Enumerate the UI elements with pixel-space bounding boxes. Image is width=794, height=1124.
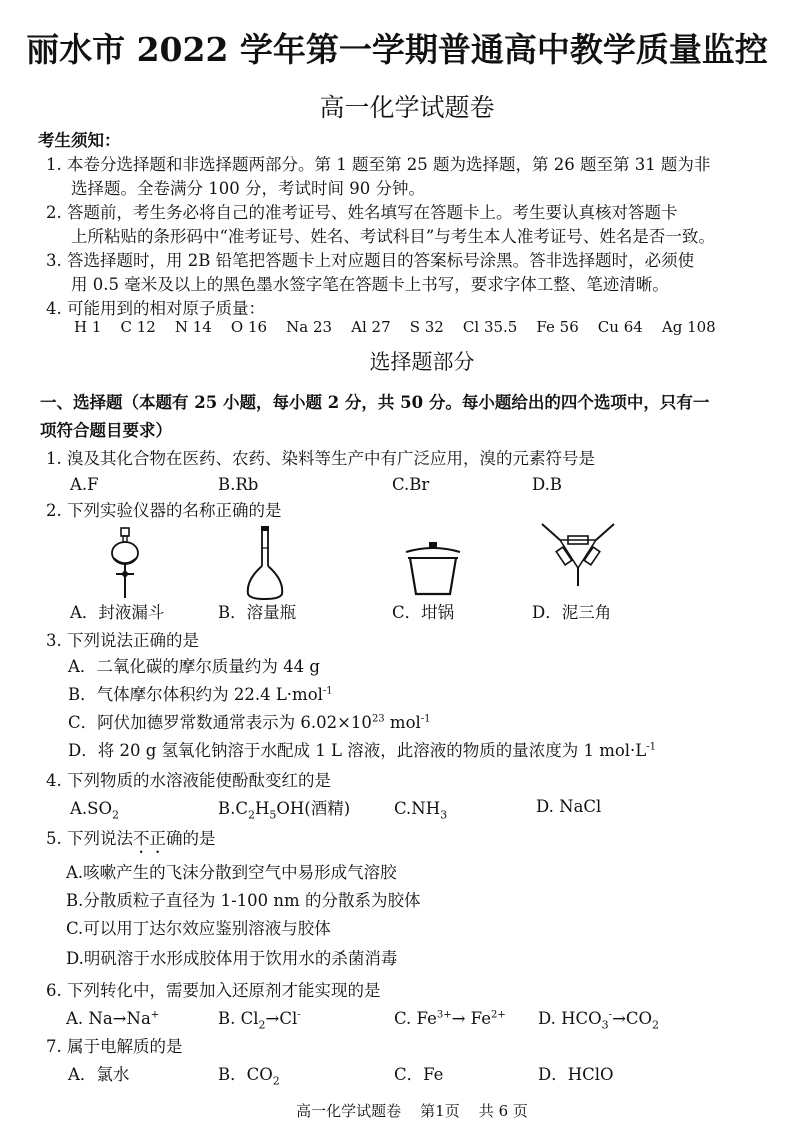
section-intro-cont: 项符合题目要求） (40, 421, 172, 440)
section-title: 选择题部分 (369, 350, 475, 374)
exam-title: 丽水市 2022 学年第一学期普通高中教学质量监控 (26, 30, 768, 69)
q3-option-a: A．二氧化碳的摩尔质量约为 44 g (68, 657, 320, 676)
q7-option-d: D．HClO (538, 1065, 614, 1084)
q6-option-b: B. $Cl_2\to Cl^-$ (218, 1009, 301, 1032)
q5-option-a: A.咳嗽产生的飞沫分散到空气中易形成气溶胶 (66, 863, 397, 882)
clay-triangle-image (538, 520, 618, 590)
notice-item-3: 3. 答选择题时，用 2B 铅笔把答题卡上对应题目的答案标号涂黑。答非选择题时，必须使 (46, 251, 695, 270)
question-4-stem: 4. 下列物质的水溶液能使酚酞变红的是 (46, 771, 331, 790)
question-6-stem: 6. 下列转化中，需要加入还原剂才能实现的是 (46, 981, 381, 1000)
page-footer: 高一化学试题卷 第1页 共 6 页 (296, 1102, 528, 1120)
section-intro: 一、选择题（本题有 25 小题，每小题 2 分，共 50 分。每小题给出的四个选项中，只有一 (40, 393, 710, 412)
volumetric-flask-image (242, 524, 288, 602)
q3-option-d: D．将 20 g 氢氧化钠溶于水配成 1 L 溶液，此溶液的物质的量浓度为 1 $mol\cdot L^{-1}$ (68, 741, 657, 760)
notice-item-4: 4. 可能用到的相对原子质量： (46, 299, 265, 318)
q2-option-d: D．泥三角 (532, 603, 612, 622)
notice-item-3-cont: 用 0.5 毫米及以上的黑色墨水签字笔在答题卡上书写，要求字体工整、笔迹清晰。 (71, 275, 669, 294)
separatory-funnel-image (100, 526, 150, 602)
q1-option-b: B.Rb (218, 475, 259, 494)
exam-subtitle: 高一化学试题卷 (319, 93, 495, 122)
q2-option-a: A．封液漏斗 (70, 603, 165, 622)
q4-option-a: $A.SO_2$ (70, 799, 119, 822)
q1-option-a: A.F (70, 475, 99, 494)
question-1-stem: 1. 溴及其化合物在医药、农药、染料等生产中有广泛应用，溴的元素符号是 (46, 449, 595, 468)
notice-item-1: 1. 本卷分选择题和非选择题两部分。第 1 题至第 25 题为选择题，第 26 题至第 31 题为非 (46, 155, 711, 174)
question-5-stem: 5. 下列说法不正确的是 (46, 829, 216, 848)
q2-option-b: B．溶量瓶 (218, 603, 297, 622)
q5-option-d: D.明矾溶于水形成胶体用于饮用水的杀菌消毒 (66, 949, 398, 968)
question-3-stem: 3. 下列说法正确的是 (46, 631, 199, 650)
q6-option-c: C. $Fe^{3+}\to Fe^{2+}$ (394, 1009, 506, 1028)
atomic-masses: H 1 C 12 N 14 O 16 Na 23 Al 27 S 32 Cl 35.5 Fe 56 Cu 64 Ag 108 (74, 318, 716, 336)
q4-option-d: D. NaCl (536, 797, 602, 816)
q6-option-a: A. Na→Na+ (66, 1009, 160, 1028)
q5-option-c: C.可以用丁达尔效应鉴别溶液与胶体 (66, 919, 331, 938)
q1-option-c: C.Br (392, 475, 430, 494)
notice-item-2-cont: 上所粘贴的条形码中“准考证号、姓名、考试科目”与考生本人准考证号、姓名是否一致。 (71, 227, 715, 246)
q7-option-b: B．$CO_2$ (218, 1065, 280, 1088)
q4-option-b: $B.C_2H_5OH$(酒精) (218, 799, 351, 822)
q3-option-b: B．气体摩尔体积约为 22.4 L·mol$^{-1}$ (68, 685, 333, 704)
q7-option-a: A．氯水 (68, 1065, 130, 1084)
q6-option-d: D. $HCO_3^-\to CO_2$ (538, 1009, 660, 1032)
q1-option-d: D.B (532, 475, 563, 494)
notice-heading: 考生须知： (38, 131, 121, 150)
q5-option-b: B.分散质粒子直径为 1-100 nm 的分散系为胶体 (66, 891, 421, 910)
q4-option-c: $C.NH_3$ (394, 799, 448, 822)
question-2-stem: 2. 下列实验仪器的名称正确的是 (46, 501, 282, 520)
question-7-stem: 7. 属于电解质的是 (46, 1037, 183, 1056)
q2-option-c: C．坩锅 (392, 603, 455, 622)
crucible-image (402, 540, 464, 598)
notice-item-1-cont: 选择题。全卷满分 100 分，考试时间 90 分钟。 (71, 179, 425, 198)
notice-item-2: 2. 答题前，考生务必将自己的准考证号、姓名填写在答题卡上。考生要认真核对答题卡 (46, 203, 678, 222)
q7-option-c: C．Fe (394, 1065, 444, 1084)
q3-option-c: C．阿伏加德罗常数通常表示为 $6.02\times 10^{23}$ mol$^{-1}$ (68, 713, 431, 732)
